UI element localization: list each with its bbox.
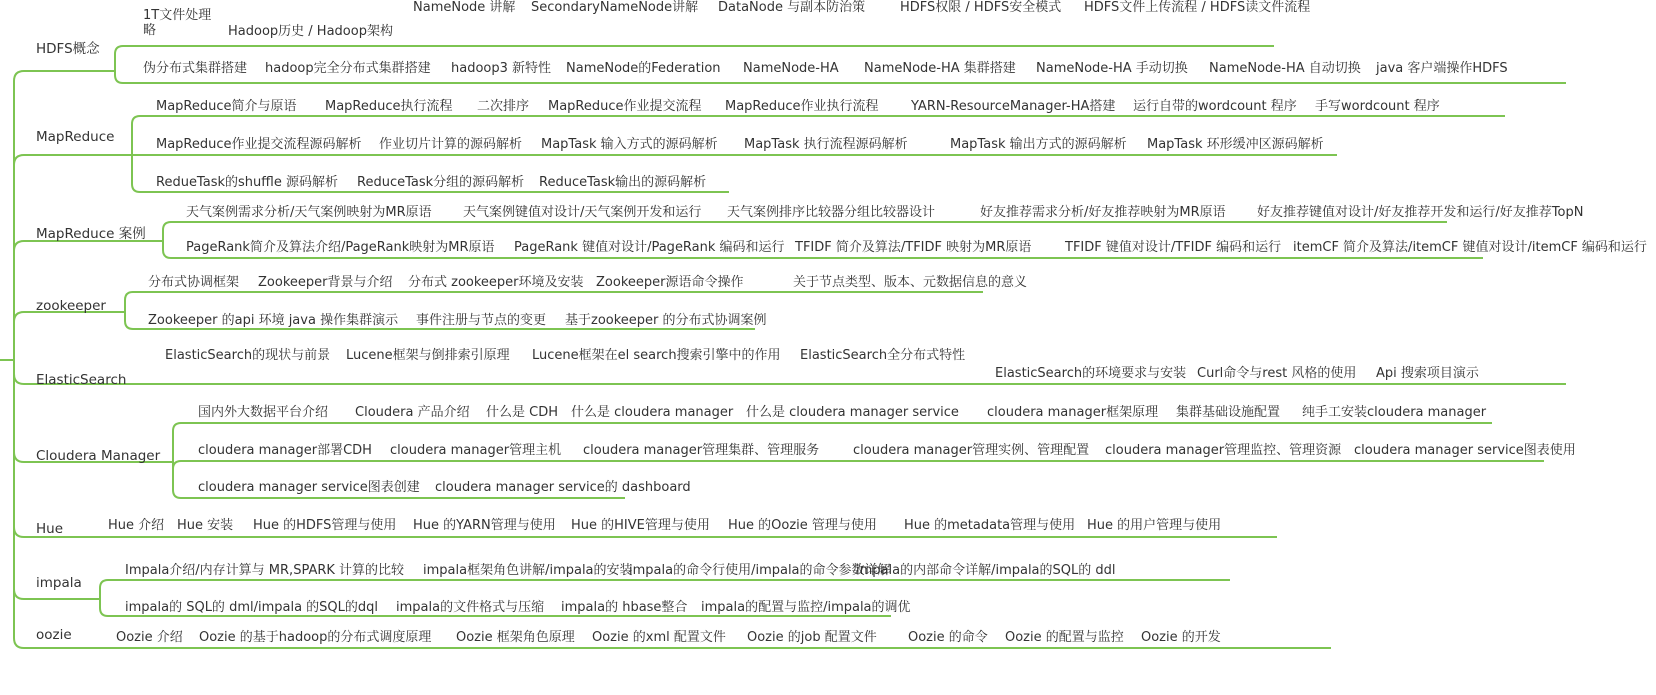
subtopic[interactable]: TFIDF 简介及算法/TFIDF 映射为MR原语 (795, 240, 1032, 255)
subtopic[interactable]: Oozie 的开发 (1141, 630, 1221, 645)
topic-4[interactable]: ElasticSearch (36, 372, 127, 388)
subtopic[interactable]: impala的 SQL的 dml/impala 的SQL的dql (125, 600, 379, 615)
subtopic[interactable]: RedueTask的shuffle 源码解析 (156, 175, 338, 190)
subtopic[interactable]: HDFS权限 / HDFS安全模式 (900, 0, 1062, 15)
subtopic[interactable]: 纯手工安装cloudera manager (1302, 405, 1487, 420)
subtopic[interactable]: 基于zookeeper 的分布式协调案例 (565, 313, 767, 328)
subtopic[interactable]: PageRank简介及算法介绍/PageRank映射为MR原语 (186, 240, 495, 255)
subtopic[interactable]: NameNode-HA 自动切换 (1209, 61, 1361, 76)
subtopic[interactable]: impala的文件格式与压缩 (396, 600, 545, 615)
subtopic[interactable]: Zookeeper源语命令操作 (596, 275, 744, 290)
subtopic[interactable]: 天气案例键值对设计/天气案例开发和运行 (463, 205, 702, 220)
subtopic[interactable]: HDFS文件上传流程 / HDFS读文件流程 (1084, 0, 1311, 15)
subtopic[interactable]: Hue 安装 (177, 518, 234, 533)
row-line (163, 222, 1447, 230)
row-line (115, 75, 1566, 83)
subtopic[interactable]: ElasticSearch全分布式特性 (800, 348, 966, 363)
subtopic[interactable]: NameNode 讲解 (413, 0, 516, 15)
subtopic[interactable]: Oozie 的xml 配置文件 (592, 630, 726, 645)
subtopic[interactable]: ReduceTask输出的源码解析 (539, 175, 707, 190)
topic-6[interactable]: Hue (36, 521, 64, 537)
subtopic[interactable]: TFIDF 键值对设计/TFIDF 编码和运行 (1065, 240, 1282, 255)
subtopic[interactable]: DataNode 与副本防治策 (718, 0, 866, 15)
subtopic[interactable]: Api 搜索项目演示 (1376, 366, 1479, 381)
subtopic[interactable]: cloudera manager管理集群、管理服务 (583, 443, 820, 458)
row-line (125, 292, 983, 300)
topic-5[interactable]: Cloudera Manager (36, 448, 161, 464)
subtopic[interactable]: itemCF 简介及算法/itemCF 键值对设计/itemCF 编码和运行 (1293, 240, 1647, 255)
subtopic[interactable]: Oozie 的基于hadoop的分布式调度原理 (199, 630, 432, 645)
topic-0[interactable]: HDFS概念 (36, 41, 100, 57)
subtopic[interactable]: cloudera manager service的 dashboard (435, 480, 691, 495)
subtopic[interactable]: 集群基础设施配置 (1176, 405, 1281, 420)
subtopic[interactable]: Impala介绍/内存计算与 MR,SPARK 计算的比较 (125, 563, 405, 578)
subtopic[interactable]: 好友推荐需求分析/好友推荐映射为MR原语 (980, 205, 1226, 220)
topic-8[interactable]: oozie (36, 627, 72, 643)
subtopic[interactable]: impala的配置与监控/impala的调优 (701, 600, 911, 615)
subtopic[interactable]: 关于节点类型、版本、元数据信息的意义 (793, 275, 1028, 290)
subtopic[interactable]: Hue 介绍 (108, 518, 165, 533)
subtopic[interactable]: Hue 的metadata管理与使用 (904, 518, 1076, 533)
subtopic[interactable]: Oozie 的job 配置文件 (747, 630, 877, 645)
subtopic[interactable]: 手写wordcount 程序 (1315, 99, 1440, 114)
subtopic[interactable]: MapTask 执行流程源码解析 (744, 137, 908, 152)
subtopic[interactable]: cloudera manager service图表创建 (198, 480, 420, 495)
topic-7[interactable]: impala (36, 575, 82, 591)
subtopic[interactable]: 分布式协调框架 (148, 275, 240, 290)
subtopic[interactable]: NameNode-HA (743, 61, 839, 76)
subtopic[interactable]: java 客户端操作HDFS (1376, 61, 1508, 76)
subtopic[interactable]: PageRank 键值对设计/PageRank 编码和运行 (514, 240, 785, 255)
subtopic[interactable]: cloudera manager框架原理 (987, 405, 1159, 420)
subtopic[interactable]: Oozie 的配置与监控 (1005, 630, 1124, 645)
subtopic[interactable]: cloudera manager管理监控、管理资源 (1105, 443, 1342, 458)
subtopic[interactable]: 什么是 CDH (486, 405, 558, 420)
subtopic[interactable]: Hue 的HIVE管理与使用 (571, 518, 710, 533)
subtopic[interactable]: 国内外大数据平台介绍 (198, 405, 329, 420)
subtopic[interactable]: MapReduce作业执行流程 (725, 99, 879, 114)
subtopic[interactable]: ElasticSearch的现状与前景 (165, 348, 331, 363)
subtopic[interactable]: NameNode-HA 手动切换 (1036, 61, 1188, 76)
subtopic[interactable]: MapTask 环形缓冲区源码解析 (1147, 137, 1324, 152)
subtopic[interactable]: Zookeeper背景与介绍 (258, 275, 393, 290)
subtopic[interactable]: cloudera manager管理实例、管理配置 (853, 443, 1090, 458)
subtopic[interactable]: Oozie 的命令 (908, 630, 988, 645)
subtopic[interactable]: 什么是 cloudera manager service (746, 405, 959, 420)
subtopic[interactable]: Oozie 介绍 (116, 630, 183, 645)
subtopic[interactable]: hadoop3 新特性 (451, 61, 552, 76)
subtopic[interactable]: MapReduce简介与原语 (156, 99, 297, 114)
subtopic[interactable]: 作业切片计算的源码解析 (379, 137, 523, 152)
subtopic[interactable]: 天气案例需求分析/天气案例映射为MR原语 (186, 205, 432, 220)
subtopic[interactable]: Hue 的Oozie 管理与使用 (728, 518, 877, 533)
row-line (115, 46, 1274, 54)
subtopic[interactable]: 伪分布式集群搭建 (143, 61, 248, 76)
subtopic[interactable]: Hue 的用户管理与使用 (1087, 518, 1222, 533)
subtopic[interactable]: 运行自带的wordcount 程序 (1133, 99, 1297, 114)
branch-line (14, 71, 115, 81)
subtopic[interactable]: impala的内部命令详解/impala的SQL的 ddl (856, 563, 1116, 578)
subtopic[interactable]: Hue 的HDFS管理与使用 (253, 518, 397, 533)
subtopic[interactable]: NameNode的Federation (566, 61, 721, 76)
subtopic[interactable]: YARN-ResourceManager-HA搭建 (911, 99, 1116, 114)
row-line (132, 116, 1505, 124)
subtopic[interactable]: MapReduce作业提交流程 (548, 99, 702, 114)
subtopic[interactable]: Hue 的YARN管理与使用 (413, 518, 556, 533)
topic-2[interactable]: MapReduce 案例 (36, 226, 146, 242)
subtopic[interactable]: MapReduce作业提交流程源码解析 (156, 137, 362, 152)
subtopic[interactable]: 分布式 zookeeper环境及安装 (408, 275, 584, 290)
subtopic[interactable]: SecondaryNameNode讲解 (531, 0, 699, 15)
subtopic[interactable]: 天气案例排序比较器分组比较器设计 (727, 205, 936, 220)
branch-line (14, 241, 163, 251)
subtopic[interactable]: Curl命令与rest 风格的使用 (1197, 366, 1357, 381)
subtopic[interactable]: cloudera manager管理主机 (390, 443, 562, 458)
subtopic[interactable]: ReduceTask分组的源码解析 (357, 175, 525, 190)
row-line (173, 461, 1544, 469)
topic-1[interactable]: MapReduce (36, 129, 115, 145)
subtopic[interactable]: MapTask 输出方式的源码解析 (950, 137, 1127, 152)
subtopic[interactable]: 二次排序 (477, 99, 530, 114)
subtopic[interactable]: cloudera manager service图表使用 (1354, 443, 1576, 458)
subtopic[interactable]: Lucene框架与倒排索引原理 (346, 348, 510, 363)
branch-line (14, 155, 132, 165)
subtopic[interactable]: Zookeeper 的api 环境 java 操作集群演示 (148, 313, 399, 328)
subtopic[interactable]: Lucene框架在el search搜索引擎中的作用 (532, 348, 781, 363)
subtopic[interactable]: MapTask 输入方式的源码解析 (541, 137, 718, 152)
subtopic[interactable]: MapReduce执行流程 (325, 99, 453, 114)
subtopic[interactable]: 好友推荐键值对设计/好友推荐开发和运行/好友推荐TopN (1257, 205, 1584, 220)
topic-3[interactable]: zookeeper (36, 298, 106, 314)
subtopic[interactable]: impala框架角色讲解/impala的安装 (423, 563, 633, 578)
subtopic[interactable]: Cloudera 产品介绍 (355, 405, 470, 420)
subtopic[interactable]: NameNode-HA 集群搭建 (864, 61, 1016, 76)
subtopic[interactable]: impala的 hbase整合 (561, 600, 688, 615)
subtopic[interactable]: 1T文件处理略 (143, 8, 212, 38)
subtopic[interactable]: Hadoop历史 / Hadoop架构 (228, 24, 393, 39)
subtopic[interactable]: cloudera manager部署CDH (198, 443, 372, 458)
subtopic[interactable]: Oozie 框架角色原理 (456, 630, 575, 645)
subtopic[interactable]: hadoop完全分布式集群搭建 (265, 61, 431, 76)
row-line (173, 423, 1492, 431)
row-line (100, 580, 1230, 588)
subtopic[interactable]: ElasticSearch的环境要求与安装 (995, 366, 1187, 381)
subtopic[interactable]: impala的命令行使用/impala的命令参数详解 (629, 563, 891, 578)
subtopic[interactable]: 事件注册与节点的变更 (416, 313, 547, 328)
subtopic[interactable]: 什么是 cloudera manager (571, 405, 734, 420)
